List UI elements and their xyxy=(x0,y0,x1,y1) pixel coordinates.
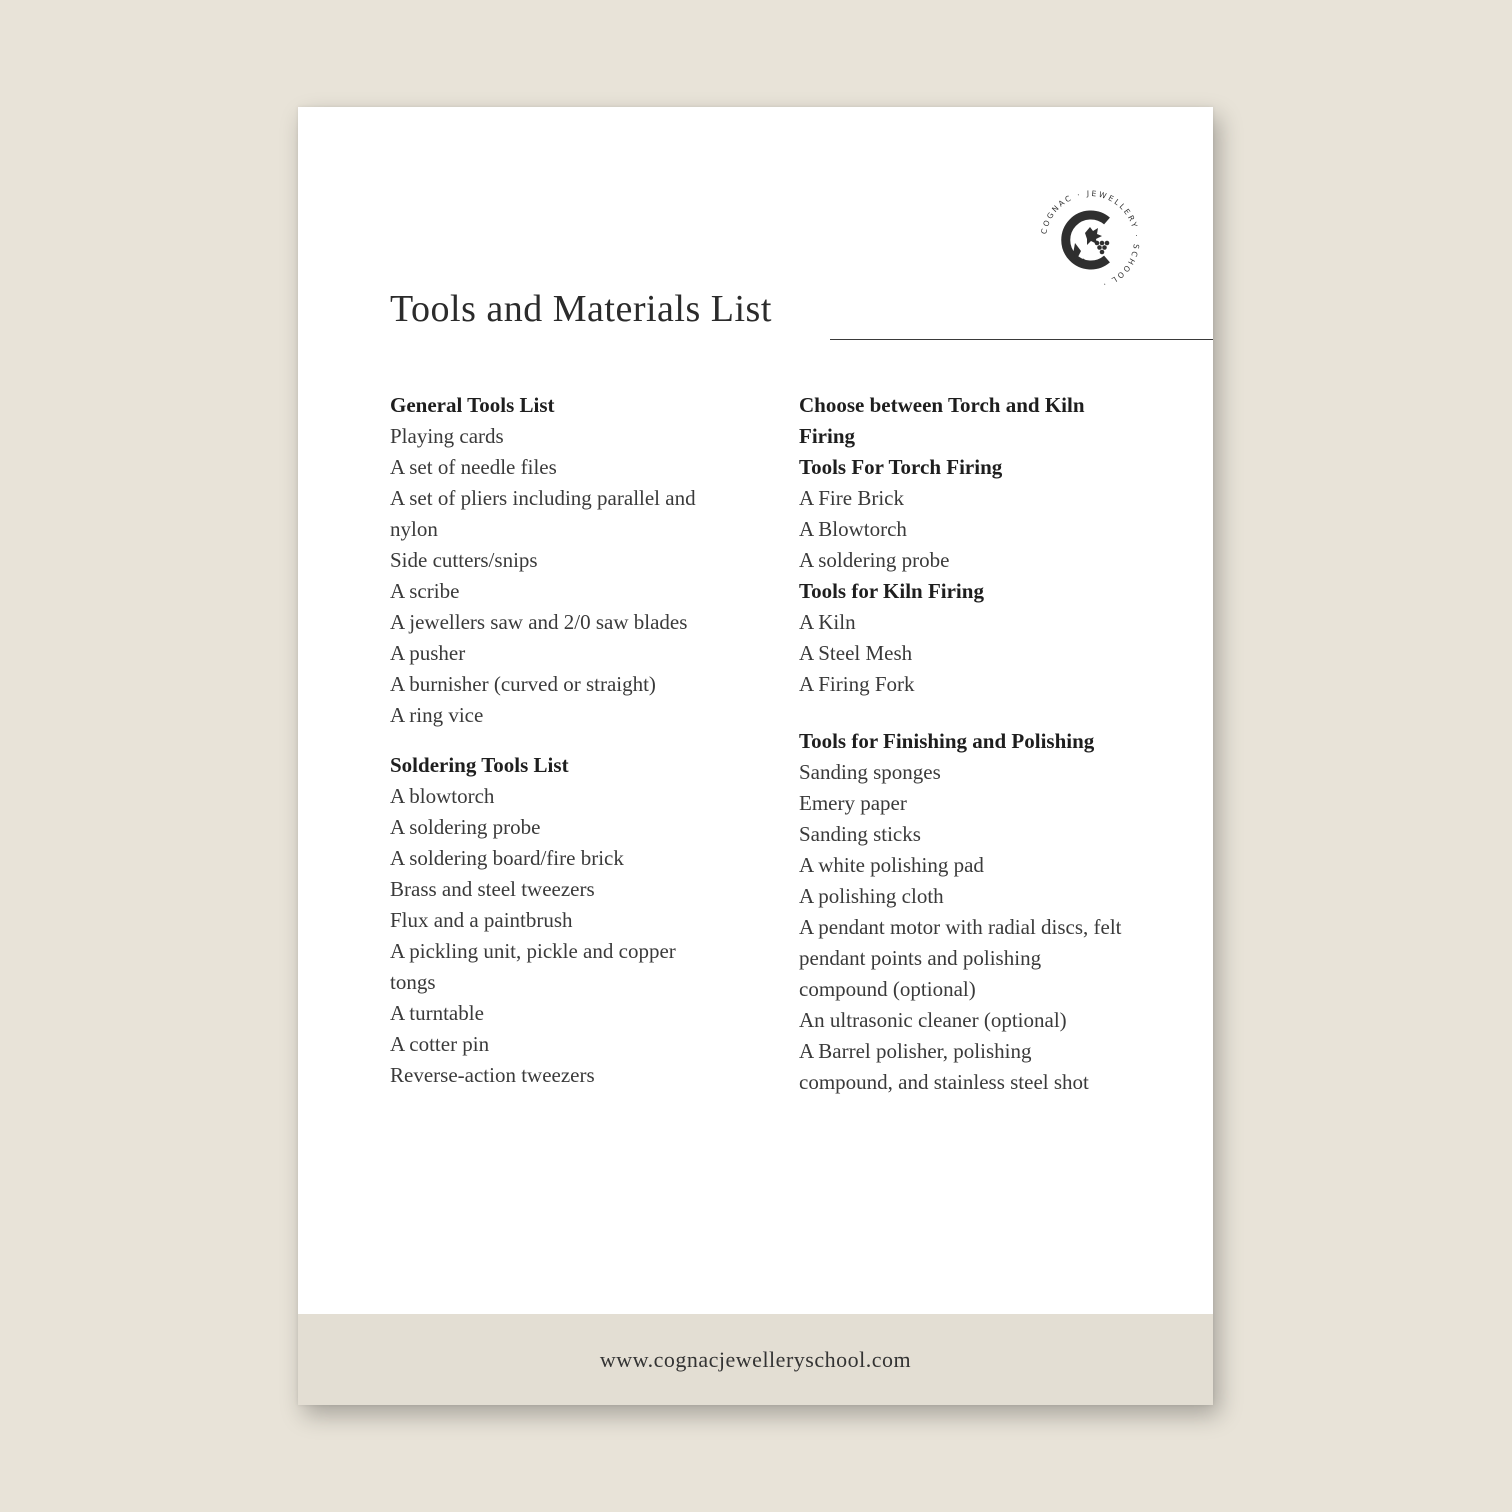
list-item: A scribe xyxy=(390,579,460,603)
list-item: A pickling unit, pickle and copper tongs xyxy=(390,939,676,994)
section-heading-kiln-firing: Tools for Kiln Firing xyxy=(799,579,984,603)
list-item: A soldering probe xyxy=(799,548,950,572)
list-item: Brass and steel tweezers xyxy=(390,877,595,901)
list-item: Emery paper xyxy=(799,791,907,815)
list-item: An ultrasonic cleaner (optional) xyxy=(799,1008,1067,1032)
cognac-jewellery-school-logo xyxy=(1035,185,1145,295)
list-item: A pendant motor with radial discs, felt pendant points and polishing compound (optional) xyxy=(799,915,1122,1001)
list-item: A soldering probe xyxy=(390,815,541,839)
document-page xyxy=(298,107,1213,1405)
right-column xyxy=(799,390,1129,1098)
list-item: A Blowtorch xyxy=(799,517,907,541)
list-item: Sanding sponges xyxy=(799,760,941,784)
list-item: A Kiln xyxy=(799,610,856,634)
list-item: A turntable xyxy=(390,1001,484,1025)
list-item: A blowtorch xyxy=(390,784,495,808)
list-item: Side cutters/snips xyxy=(390,548,538,572)
section-spacer xyxy=(390,731,720,750)
list-item: A Firing Fork xyxy=(799,672,915,696)
section-heading-general-tools: General Tools List xyxy=(390,393,555,417)
title-divider xyxy=(830,339,1213,340)
list-item: Sanding sticks xyxy=(799,822,921,846)
list-item: A Fire Brick xyxy=(799,486,904,510)
list-item: A set of pliers including parallel and nylon xyxy=(390,486,696,541)
list-item: A cotter pin xyxy=(390,1032,490,1056)
list-item: A pusher xyxy=(390,641,466,665)
list-item: A burnisher (curved or straight) xyxy=(390,672,656,696)
list-item: A soldering board/fire brick xyxy=(390,846,624,870)
list-item: A set of needle files xyxy=(390,455,557,479)
logo-emblem-icon xyxy=(1035,185,1145,295)
list-item: A ring vice xyxy=(390,703,484,727)
footer-band xyxy=(298,1314,1213,1405)
section-heading-torch-firing: Tools For Torch Firing xyxy=(799,455,1003,479)
list-item: A polishing cloth xyxy=(799,884,944,908)
page-title: Tools and Materials List xyxy=(390,288,772,330)
list-item: Reverse-action tweezers xyxy=(390,1063,595,1087)
list-item: A Steel Mesh xyxy=(799,641,913,665)
list-item: A white polishing pad xyxy=(799,853,984,877)
list-item: A Barrel polisher, polishing compound, and stainless steel shot xyxy=(799,1039,1089,1094)
section-heading-choose-firing: Choose between Torch and Kiln Firing xyxy=(799,393,1085,448)
section-spacer xyxy=(799,700,1129,726)
list-item: Playing cards xyxy=(390,424,504,448)
list-item: A jewellers saw and 2/0 saw blades xyxy=(390,610,688,634)
logo-ring-text: COGNAC · JEWELLERY · SCHOOL · xyxy=(1039,188,1142,290)
footer-website-link[interactable]: www.cognacjewelleryschool.com xyxy=(599,1346,912,1372)
list-item: Flux and a paintbrush xyxy=(390,908,573,932)
section-heading-finishing-polishing: Tools for Finishing and Polishing xyxy=(799,729,1095,753)
section-heading-soldering-tools: Soldering Tools List xyxy=(390,753,569,777)
left-column xyxy=(390,390,720,1091)
